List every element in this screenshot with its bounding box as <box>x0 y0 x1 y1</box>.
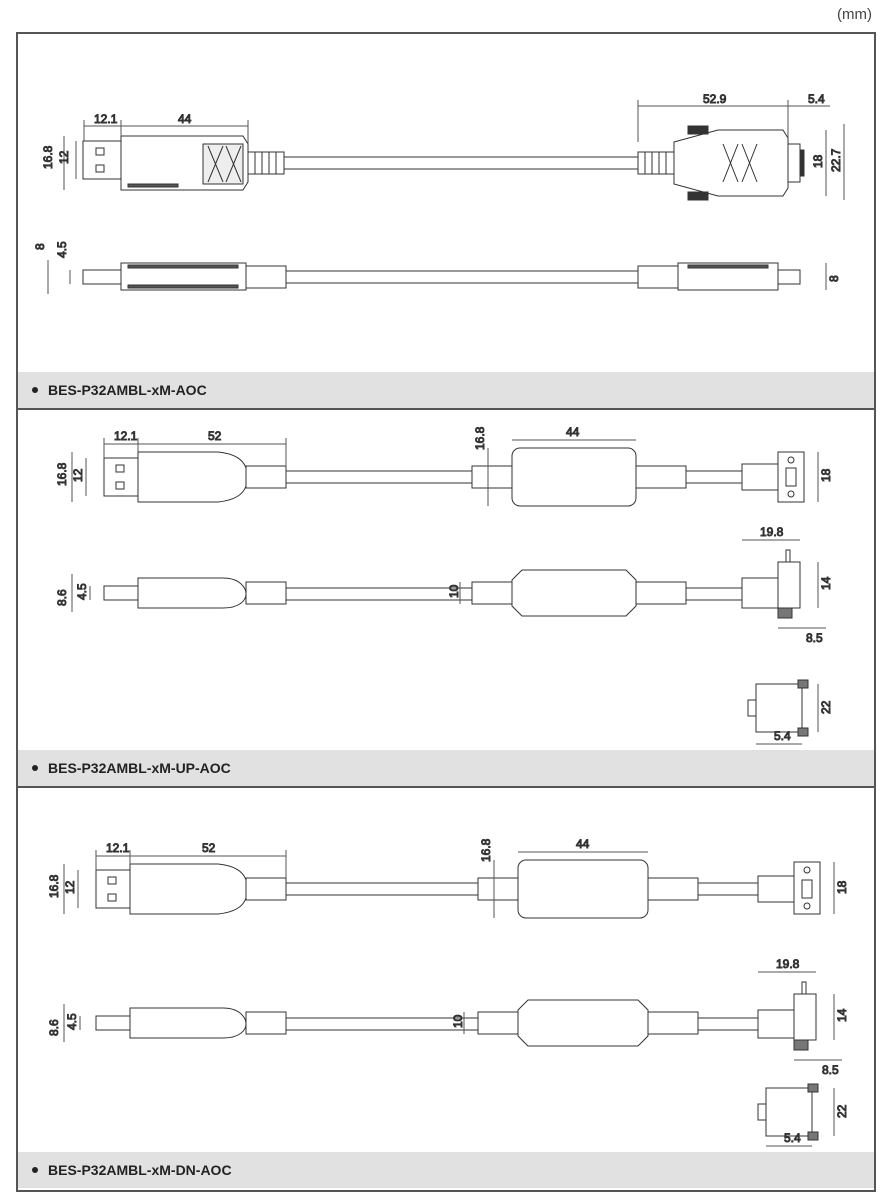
caption-bar-panel-3 <box>18 1152 874 1188</box>
connector-dn-top <box>758 862 820 914</box>
model-name: BES-P32AMBL-xM-AOC <box>48 382 207 398</box>
dim-label: 19.8 <box>760 525 784 539</box>
panel-up <box>18 410 874 786</box>
bullet-icon <box>32 1167 38 1173</box>
model-name: BES-P32AMBL-xM-DN-AOC <box>48 1162 232 1178</box>
caption-bar-panel-1 <box>18 372 874 408</box>
dim-label: 8.5 <box>822 1063 839 1077</box>
connector-right-top <box>674 126 804 200</box>
usb-a-plug-top <box>104 452 246 502</box>
dim-label: 22 <box>819 700 833 714</box>
dim-label: 22.7 <box>829 148 843 172</box>
dim-label: 18 <box>819 468 833 482</box>
panel-dn <box>18 788 874 1190</box>
dim-label: 52.9 <box>703 92 727 106</box>
caption-bar-panel-2 <box>18 750 874 786</box>
unit-label: (mm) <box>837 6 872 23</box>
dim-label: 16.8 <box>473 426 487 450</box>
dim-label: 16.8 <box>47 874 61 898</box>
dim-label: 16.8 <box>41 145 55 169</box>
dim-label: 5.4 <box>774 729 791 743</box>
dim-label: 22 <box>835 1104 849 1118</box>
strain-relief-left <box>248 152 284 174</box>
connector-right-side <box>638 263 800 290</box>
dim-label: 4.5 <box>55 241 69 258</box>
dim-label: 19.8 <box>776 957 800 971</box>
drawing-standard <box>18 34 874 372</box>
connector-up-top <box>742 452 804 502</box>
dim-label: 8 <box>827 275 841 282</box>
dim-label: 10 <box>451 1014 465 1028</box>
dim-label: 12.1 <box>94 112 118 126</box>
dim-label: 5.4 <box>784 1131 801 1145</box>
dim-label: 8.6 <box>55 589 69 606</box>
dim-label: 8 <box>33 243 47 250</box>
drawing-frame <box>16 32 876 1192</box>
active-module <box>512 448 636 506</box>
usb-a-plug-top <box>96 864 246 914</box>
dim-label: 12 <box>57 150 71 164</box>
bullet-icon <box>32 387 38 393</box>
dim-label: 44 <box>566 425 580 439</box>
active-module <box>518 860 648 918</box>
connector-up-side <box>742 550 800 618</box>
usb-a-plug-top <box>83 136 248 190</box>
bullet-icon <box>32 765 38 771</box>
dim-label: 4.5 <box>65 1013 79 1030</box>
connector-dn-side <box>758 982 816 1050</box>
dim-label: 52 <box>208 429 222 443</box>
dim-label: 14 <box>835 1008 849 1022</box>
dim-label: 16.8 <box>55 462 69 486</box>
dim-label: 44 <box>576 837 590 851</box>
dim-label: 8.5 <box>806 631 823 645</box>
dim-label: 14 <box>819 576 833 590</box>
dim-label: 12 <box>71 468 85 482</box>
dim-label: 18 <box>811 154 825 168</box>
drawing-dn <box>18 788 874 1150</box>
usb-a-plug-side <box>83 263 286 290</box>
dim-label: 52 <box>202 841 216 855</box>
connector-up-front <box>748 680 808 736</box>
drawing-up <box>18 410 874 748</box>
strain-relief-right <box>638 152 674 174</box>
dim-label: 12.1 <box>114 429 138 443</box>
dim-label: 12.1 <box>106 841 130 855</box>
dim-label: 4.5 <box>75 583 89 600</box>
model-name: BES-P32AMBL-xM-UP-AOC <box>48 760 231 776</box>
dim-label: 10 <box>447 584 461 598</box>
dim-label: 8.6 <box>47 1019 61 1036</box>
dim-label: 16.8 <box>479 838 493 862</box>
panel-standard <box>18 34 874 406</box>
dim-label: 5.4 <box>808 92 825 106</box>
dim-label: 12 <box>63 880 77 894</box>
dim-label: 18 <box>835 880 849 894</box>
dim-label: 44 <box>178 112 192 126</box>
